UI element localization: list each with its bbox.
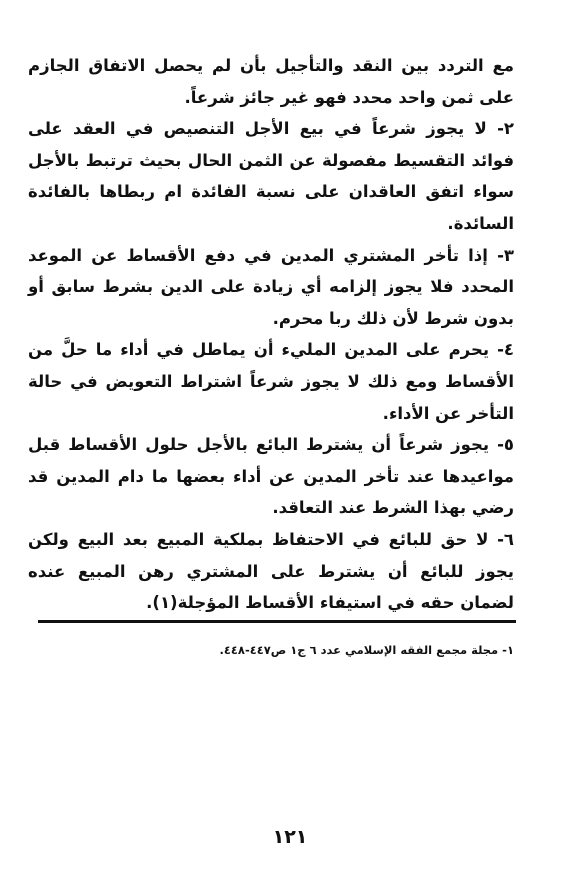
page-number: ١٢١ — [272, 826, 308, 848]
body-text — [28, 50, 514, 619]
paragraph-continuation: مع التردد بين النقد والتأجيل بأن لم يحصل الاتفاق الجازم على ثمن واحد محدد فهو غير جائز شرعاً. — [28, 56, 514, 107]
footnote-divider — [38, 620, 516, 623]
paragraph-item-2: ٢- لا يجوز شرعاً في بيع الأجل التنصيص في العقد على فوائد التقسيط مفصولة عن الثمن الحال بحيث ترتبط بالأجل سواء اتفق العاقدان على نسبة الفائدة ام ربطاها بالفائدة السائدة. — [28, 119, 514, 233]
paragraph-item-6: ٦- لا حق للبائع في الاحتفاظ بملكية المبيع بعد البيع ولكن يجوز للبائع أن يشترط على المشتري رهن المبيع عنده لضمان حقه في استيفاء الأقساط المؤجلة(١). — [28, 529, 514, 613]
paragraph-item-5: ٥- يجوز شرعاً أن يشترط البائع بالأجل حلول الأقساط قبل مواعيدها عند تأخر المدين عن أداء بعضها ما دام المدين قد رضي بهذا الشرط عند التعاقد. — [28, 435, 514, 518]
paragraph-item-4: ٤- يحرم على المدين المليء أن يماطل في أداء ما حلَّ من الأقساط ومع ذلك لا يجوز شرعاً اشتراط التعويض في حالة التأخر عن الأداء. — [28, 340, 514, 423]
footnote: ١- مجلة مجمع الفقه الإسلامي عدد ٦ ج١ ص٤٤٧-٤٤٨. — [219, 643, 514, 657]
paragraph-item-3: ٣- إذا تأخر المشتري المدين في دفع الأقساط عن الموعد المحدد فلا يجوز إلزامه أي زيادة على الدين بشرط سابق أو بدون شرط لأن ذلك ربا محرم. — [28, 245, 514, 328]
